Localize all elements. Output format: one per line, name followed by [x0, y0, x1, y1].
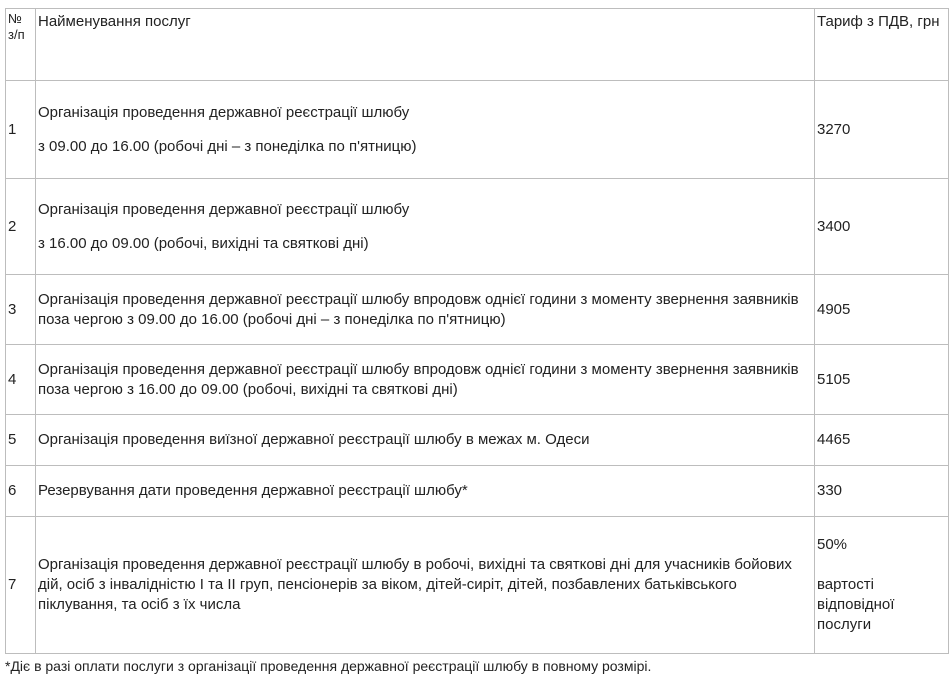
- row-service-name: Організація проведення державної реєстрації шлюбу впродовж однієї години з моменту звернення заявників поза чергою з 09.00 до 16.00 (робочі дні – з понеділка по п'ятницю): [36, 275, 815, 345]
- table-row: [6, 345, 949, 415]
- row-num: 3: [6, 275, 36, 345]
- row-tariff-percent: 50%: [817, 536, 848, 553]
- table-row: [6, 179, 949, 275]
- row-service-name: Організація проведення виїзної державної реєстрації шлюбу в межах м. Одеси: [36, 415, 815, 466]
- row-tariff: 5105: [815, 345, 949, 415]
- table-row: [6, 466, 949, 517]
- tariff-table: [5, 8, 949, 654]
- row-service: [36, 81, 815, 179]
- row-num: 6: [6, 466, 36, 517]
- row-service-name: Організація проведення державної реєстрації шлюбу: [38, 103, 410, 121]
- row-service-detail: з 16.00 до 09.00 (робочі, вихідні та святкові дні): [38, 234, 369, 252]
- row-service-detail: з 09.00 до 16.00 (робочі дні – з понеділка по п'ятницю): [38, 137, 417, 155]
- row-service-name: Резервування дати проведення державної реєстрації шлюбу*: [36, 466, 815, 517]
- row-num: 1: [6, 81, 36, 179]
- header-tariff: Тариф з ПДВ, грн: [815, 9, 949, 81]
- row-service: [36, 179, 815, 275]
- row-tariff: 3400: [815, 179, 949, 275]
- row-service-name: Організація проведення державної реєстрації шлюбу: [38, 200, 410, 218]
- row-num: 5: [6, 415, 36, 466]
- row-num: 7: [6, 517, 36, 654]
- row-tariff: [815, 517, 949, 654]
- row-tariff: 4465: [815, 415, 949, 466]
- row-tariff-detail: вартості відповідної послуги: [817, 576, 895, 633]
- row-service-name: Організація проведення державної реєстрації шлюбу в робочі, вихідні та святкові дні для учасників бойових дій, осіб з інвалідністю I та II груп, пенсіонерів за віком, дітей-сиріт, дітей, позбавлених батьківського піклування, та осіб з їх числа: [36, 517, 815, 654]
- table-row: [6, 275, 949, 345]
- header-num: № з/п: [6, 9, 36, 81]
- row-tariff: 3270: [815, 81, 949, 179]
- footnote: *Діє в разі оплати послуги з організації проведення державної реєстрації шлюбу в повному розмірі.: [5, 658, 652, 674]
- table-row: [6, 415, 949, 466]
- row-num: 4: [6, 345, 36, 415]
- row-tariff: 330: [815, 466, 949, 517]
- table-header-row: [6, 9, 949, 81]
- row-service-name: Організація проведення державної реєстрації шлюбу впродовж однієї години з моменту звернення заявників поза чергою з 16.00 до 09.00 (робочі, вихідні та святкові дні): [36, 345, 815, 415]
- header-name: Найменування послуг: [36, 9, 815, 81]
- table-row: [6, 81, 949, 179]
- row-num: 2: [6, 179, 36, 275]
- table-row: [6, 517, 949, 654]
- row-tariff: 4905: [815, 275, 949, 345]
